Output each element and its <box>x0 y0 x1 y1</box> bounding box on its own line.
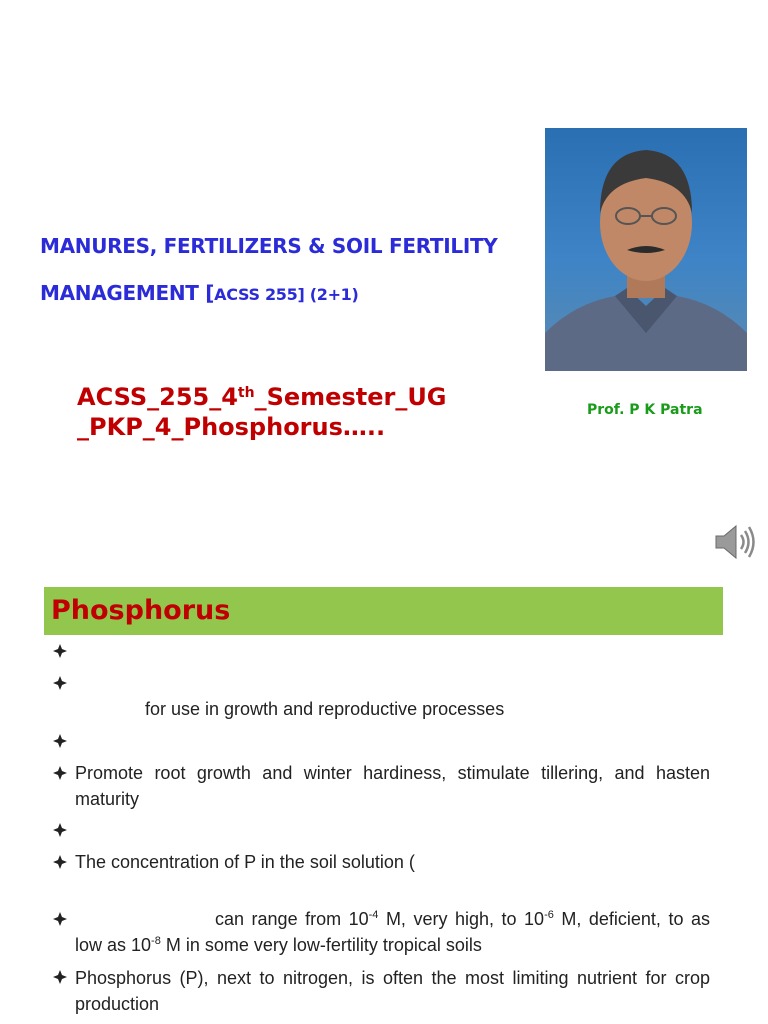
subtitle-pre: ACSS_255_4 <box>77 383 238 411</box>
course-code: ACSS 255] (2+1) <box>214 285 359 304</box>
bullet-icon <box>52 911 68 927</box>
section-header <box>44 587 723 635</box>
subtitle-line-1 <box>77 382 447 412</box>
bullet-6-text: The concentration of P in the soil solution ( <box>75 852 415 872</box>
b7-sup-3: -8 <box>151 935 161 947</box>
b7-sup-1: -4 <box>368 909 379 921</box>
bullet-2-text: for use in growth and reproductive processes <box>145 699 505 719</box>
presenter-portrait <box>545 128 747 371</box>
b7-sup-2: -6 <box>544 909 554 921</box>
bullet-7-text <box>75 906 710 958</box>
bullet-icon <box>52 733 68 749</box>
subtitle-line-2: _PKP_4_Phosphorus….. <box>77 413 386 441</box>
bullet-4-text: Promote root growth and winter hardiness, stimulate tillering, and hasten maturity <box>75 763 710 809</box>
presenter-photo <box>545 128 747 371</box>
bullet-icon <box>52 822 68 838</box>
title-line-1: MANURES, FERTILIZERS & SOIL FERTILITY <box>40 234 498 258</box>
subtitle-sup: th <box>237 385 255 401</box>
bullet-icon <box>52 765 68 781</box>
bullet-icon <box>52 675 68 691</box>
b7-part-c: M, deficient, to as low as 10 <box>75 909 710 955</box>
lecture-subtitle <box>77 382 447 442</box>
speaker-icon[interactable] <box>712 520 756 564</box>
presenter-name: Prof. P K Patra <box>587 402 703 418</box>
bullet-8-text: Phosphorus (P), next to nitrogen, is often the most limiting nutrient for crop production <box>75 968 710 1014</box>
title-line-2-main: MANAGEMENT [ <box>40 281 215 305</box>
title-line-2 <box>40 281 359 305</box>
b7-part-a: can range from 10 <box>215 909 369 929</box>
bullet-icon <box>52 969 68 985</box>
section-title: Phosphorus <box>51 595 231 626</box>
bullet-icon <box>52 854 68 870</box>
b7-part-b: M, very high, to 10 <box>378 909 545 929</box>
bullet-icon <box>52 643 68 659</box>
subtitle-post: _Semester_UG <box>254 383 447 411</box>
b7-part-d: M in some very low-fertility tropical soils <box>160 935 482 955</box>
